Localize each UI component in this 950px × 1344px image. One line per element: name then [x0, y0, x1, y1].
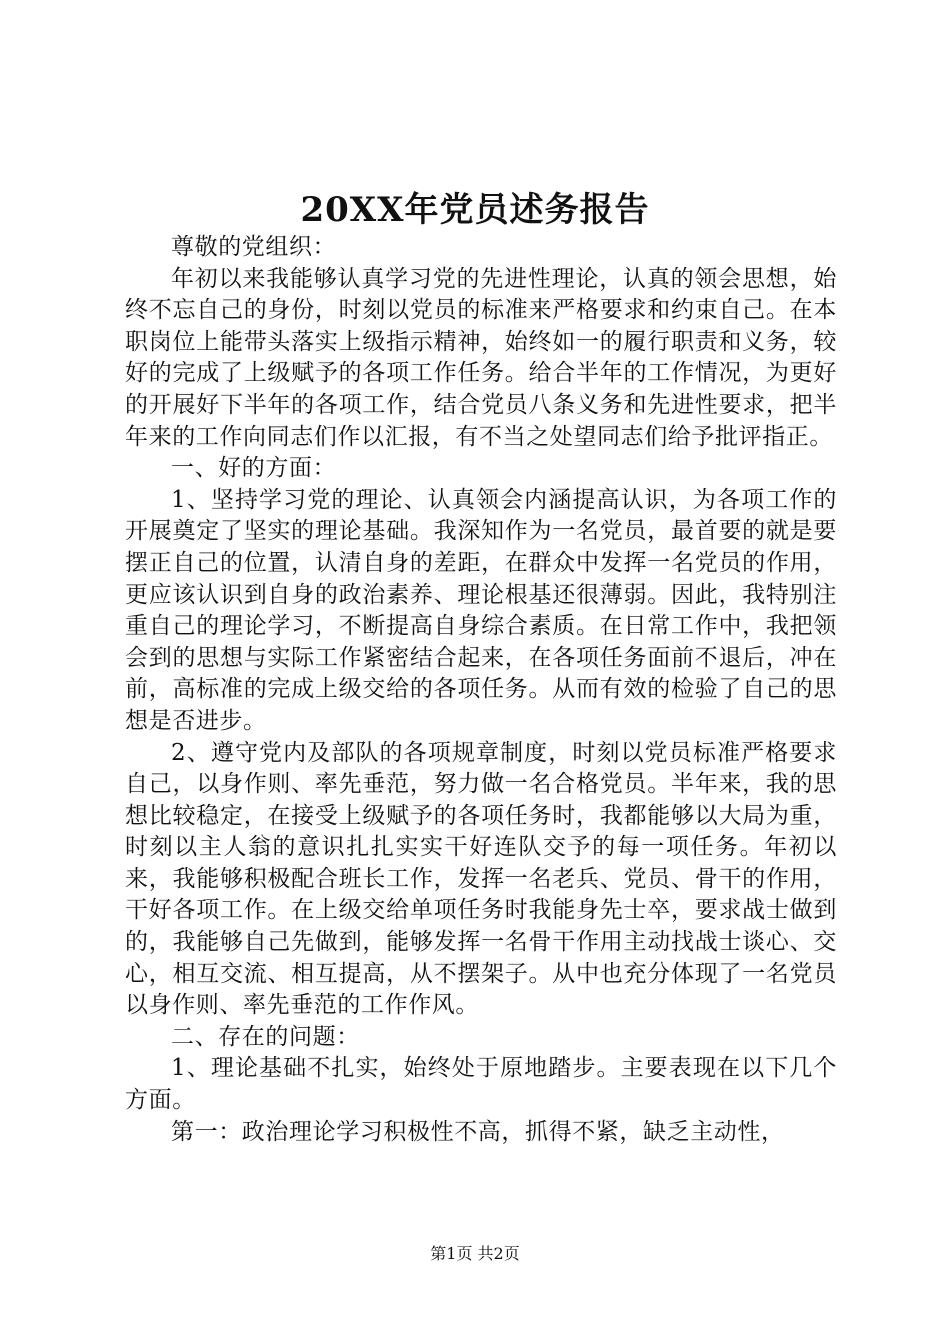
section-heading: 二、存在的问题： — [171, 1023, 360, 1050]
body-paragraph: 1、理论基础不扎实，始终处于原地踏步。主要表现在以下几个方面。 — [125, 1055, 837, 1114]
body-paragraph: 1、坚持学习党的理论、认真领会内涵提高认识，为各项工作的开展奠定了坚实的理论基础。我深知作为一名党员，最首要的就是要摆正自己的位置，认清自身的差距，在群众中发挥一名党员的作用，更应该认识到自身的政治素养、理论根基还很薄弱。因此，我特别注重自己的理论学习，不断提高自身综合素质。在日常工作中，我把领会到的思想与实际工作紧密结合起来，在各项任务面前不退后，冲在前，高标准的完成上级交给的各项任务。从而有效的检验了自己的思想是否进步。 — [125, 486, 837, 734]
salutation: 尊敬的党组织： — [171, 234, 337, 260]
document-title: 20XX年党员述务报告 — [300, 190, 650, 230]
body-paragraph: 2、遵守党内及部队的各项规章制度，时刻以党员标准严格要求自己，以身作则、率先垂范，努力做一名合格党员。半年来，我的思想比较稳定，在接受上级赋予的各项任务时，我都能够以大局为重，时刻以主人翁的意识扎扎实实干好连队交予的每一项任务。年初以来，我能够积极配合班长工作，发挥一名老兵、党员、骨干的作用，干好各项工作。在上级交给单项任务时我能身先士卒，要求战士做到的，我能够自己先做到，能够发挥一名骨干作用主动找战士谈心、交心，相互交流、相互提高，从不摆架子。从中也充分体现了一名党员以身作则、率先垂范的工作作风。 — [125, 739, 837, 1019]
page-footer: 第1页 共2页 — [430, 1244, 520, 1263]
section-heading: 一、好的方面： — [171, 455, 337, 482]
document-body — [125, 232, 837, 1148]
body-paragraph: 第一：政治理论学习积极性不高，抓得不紧，缺乏主动性， — [171, 1118, 785, 1145]
body-paragraph: 年初以来我能够认真学习党的先进性理论，认真的领会思想，始终不忘自己的身份，时刻以党员的标准来严格要求和约束自己。在本职岗位上能带头落实上级指示精神，始终如一的履行职责和义务，较好的完成了上级赋予的各项工作任务。给合半年的工作情况，为更好的开展好下半年的各项工作，结合党员八条义务和先进性要求，把半年来的工作向同志们作以汇报，有不当之处望同志们给予批评指正。 — [125, 265, 837, 450]
